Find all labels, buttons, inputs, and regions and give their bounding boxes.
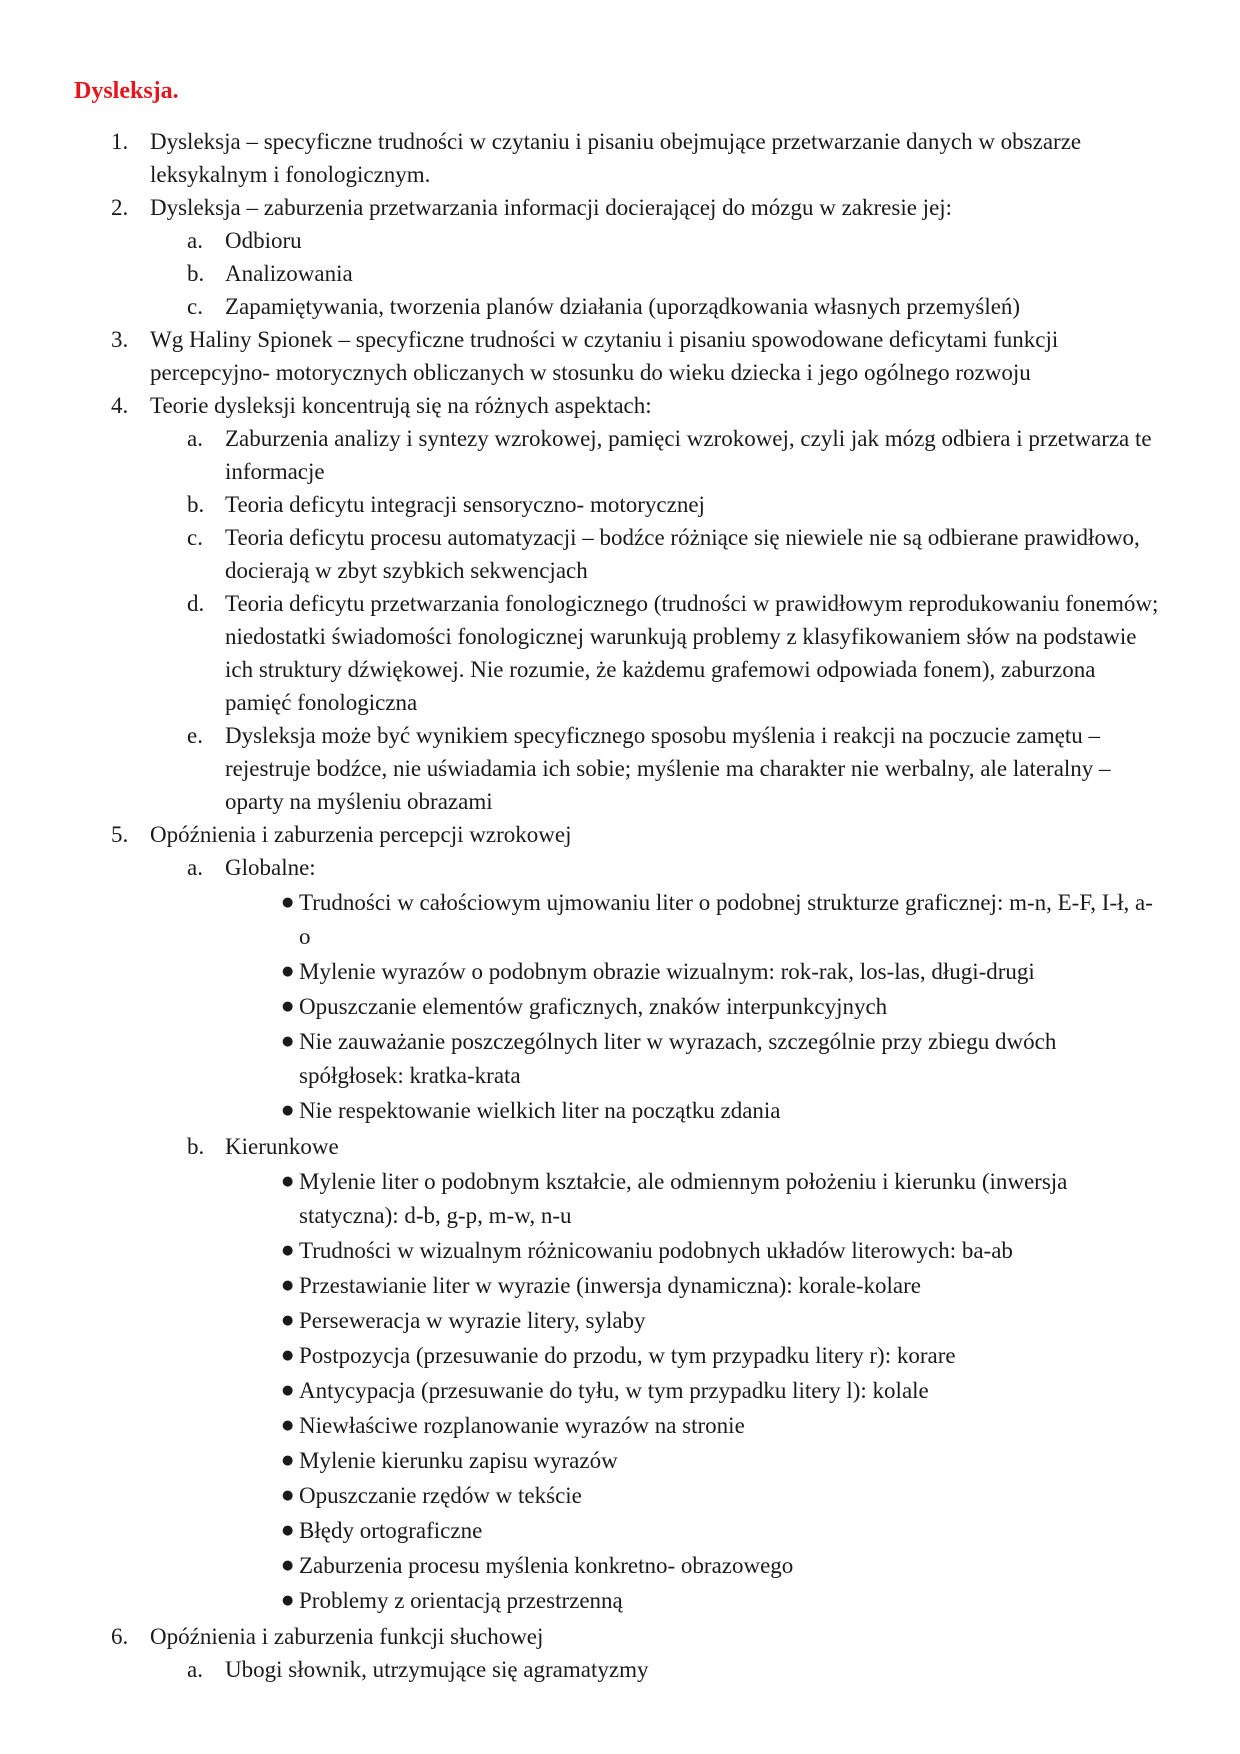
document-body: [0, 125, 1240, 1686]
list-marker: a.: [187, 1657, 203, 1682]
list-item-text: Teoria deficytu procesu automatyzacji – bodźce różniące się niewiele nie są odbierane prawidłowo, docierają w zbyt szybkich sekwencjach: [225, 525, 1140, 583]
bullet-text: Nie zauważanie poszczególnych liter w wyrazach, szczególnie przy zbiegu dwóch spółgłosek: kratka-krata: [299, 1029, 1057, 1088]
list-marker: 6.: [111, 1624, 129, 1649]
bullet-icon: ●: [282, 1174, 294, 1189]
list-item-4e: [0, 719, 1162, 818]
bullet-text: Postpozycja (przesuwanie do przodu, w tym przypadku litery r): korare: [299, 1343, 956, 1368]
bullet-text: Mylenie wyrazów o podobnym obrazie wizualnym: rok-rak, los-las, długi-drugi: [299, 959, 1035, 984]
list-marker: 3.: [111, 327, 129, 352]
bullet-item: [0, 1374, 1153, 1408]
list-item-2: [0, 191, 1162, 224]
list-marker: c.: [187, 525, 203, 550]
list-item-5b: [0, 1130, 1162, 1163]
list-item-text: Kierunkowe: [225, 1134, 339, 1159]
bullet-text: Błędy ortograficzne: [299, 1518, 483, 1543]
list-item-6: [0, 1620, 1162, 1653]
list-item-text: Opóźnienia i zaburzenia percepcji wzrokowej: [150, 822, 572, 847]
bullet-icon: ●: [282, 1418, 294, 1433]
bullet-item: [0, 1269, 1153, 1303]
list-item-4b: [0, 488, 1162, 521]
list-item-4: [0, 389, 1162, 422]
list-item-5a: [0, 851, 1162, 884]
list-marker: b.: [187, 1134, 205, 1159]
list-marker: e.: [187, 723, 203, 748]
bullet-icon: ●: [282, 1558, 294, 1573]
document-title: Dysleksja.: [74, 78, 179, 104]
bullet-item: [0, 1165, 1153, 1233]
bullet-icon: ●: [282, 1348, 294, 1363]
list-marker: a.: [187, 228, 203, 253]
list-item-text: Zaburzenia analizy i syntezy wzrokowej, pamięci wzrokowej, czyli jak mózg odbiera i przetwarza te informacje: [225, 426, 1152, 484]
bullet-item: [0, 990, 1153, 1024]
list-item-text: Teorie dysleksji koncentrują się na różnych aspektach:: [150, 393, 652, 418]
bullet-item: [0, 1584, 1153, 1618]
list-item-text: Teoria deficytu integracji sensoryczno- motorycznej: [225, 492, 705, 517]
bullet-icon: ●: [282, 895, 294, 910]
list-item-4c: [0, 521, 1162, 587]
list-item-4a: [0, 422, 1162, 488]
list-item-1: [0, 125, 1162, 191]
list-marker: a.: [187, 855, 203, 880]
list-marker: 2.: [111, 195, 129, 220]
bullet-icon: ●: [282, 1034, 294, 1049]
list-item-text: Zapamiętywania, tworzenia planów działania (uporządkowania własnych przemyśleń): [225, 294, 1021, 319]
list-item-2c: [0, 290, 1162, 323]
bullet-text: Opuszczanie rzędów w tekście: [299, 1483, 582, 1508]
list-item-2b: [0, 257, 1162, 290]
bullet-text: Przestawianie liter w wyrazie (inwersja dynamiczna): korale-kolare: [299, 1273, 921, 1298]
bullet-item: [0, 886, 1153, 954]
bullet-icon: ●: [282, 1243, 294, 1258]
list-item-text: Ubogi słownik, utrzymujące się agramatyzmy: [225, 1657, 649, 1682]
bullet-list-5a: [0, 886, 1240, 1128]
bullet-icon: ●: [282, 999, 294, 1014]
list-item-text: Dysleksja – specyficzne trudności w czytaniu i pisaniu obejmujące przetwarzanie danych w obszarze leksykalnym i fonologicznym.: [150, 129, 1082, 187]
list-item-text: Analizowania: [225, 261, 353, 286]
bullet-text: Perseweracja w wyrazie litery, sylaby: [299, 1308, 646, 1333]
list-item-text: Teoria deficytu przetwarzania fonologicznego (trudności w prawidłowym reprodukowaniu fonemów; niedostatki świadomości fonologicznej warunkują problemy z klasyfikowaniem słów na podstawie ich struktury dźwiękowej. Nie rozumie, że każdemu grafemowi odpowiada fonem), zaburzona pamięć fonologiczna: [225, 591, 1159, 715]
list-item-text: Opóźnienia i zaburzenia funkcji słuchowej: [150, 1624, 544, 1649]
bullet-item: [0, 1094, 1153, 1128]
bullet-item: [0, 1304, 1153, 1338]
list-marker: b.: [187, 261, 205, 286]
bullet-list-5b: [0, 1165, 1240, 1618]
list-item-text: Dysleksja może być wynikiem specyficznego sposobu myślenia i reakcji na poczucie zamętu – rejestruje bodźce, nie uświadamia ich sobie; myślenie ma charakter nie werbalny, ale lateralny – oparty na myśleniu obrazami: [225, 723, 1111, 814]
list-marker: 5.: [111, 822, 129, 847]
bullet-item: [0, 1479, 1153, 1513]
bullet-item: [0, 955, 1153, 989]
list-item-6a: [0, 1653, 1162, 1686]
list-marker: 4.: [111, 393, 129, 418]
bullet-item: [0, 1409, 1153, 1443]
list-item-text: Globalne:: [225, 855, 316, 880]
list-item-2a: [0, 224, 1162, 257]
bullet-icon: ●: [282, 1313, 294, 1328]
bullet-item: [0, 1549, 1153, 1583]
list-item-text: Wg Haliny Spionek – specyficzne trudności w czytaniu i pisaniu spowodowane deficytami funkcji percepcyjno- motorycznych obliczanych w stosunku do wieku dziecka i jego ogólnego rozwoju: [150, 327, 1059, 385]
bullet-icon: ●: [282, 1383, 294, 1398]
bullet-text: Trudności w wizualnym różnicowaniu podobnych układów literowych: ba-ab: [299, 1238, 1013, 1263]
list-marker: d.: [187, 591, 205, 616]
bullet-text: Problemy z orientacją przestrzenną: [299, 1588, 623, 1613]
bullet-text: Niewłaściwe rozplanowanie wyrazów na stronie: [299, 1413, 745, 1438]
bullet-icon: ●: [282, 1103, 294, 1118]
list-marker: c.: [187, 294, 203, 319]
bullet-icon: ●: [282, 1593, 294, 1608]
list-marker: b.: [187, 492, 205, 517]
bullet-item: [0, 1339, 1153, 1373]
bullet-text: Mylenie liter o podobnym kształcie, ale odmiennym położeniu i kierunku (inwersja statyczna): d-b, g-p, m-w, n-u: [299, 1169, 1068, 1228]
bullet-icon: ●: [282, 1453, 294, 1468]
bullet-text: Opuszczanie elementów graficznych, znaków interpunkcyjnych: [299, 994, 888, 1019]
bullet-icon: ●: [282, 1488, 294, 1503]
bullet-icon: ●: [282, 1278, 294, 1293]
bullet-item: [0, 1444, 1153, 1478]
list-marker: 1.: [111, 129, 129, 154]
bullet-item: [0, 1025, 1153, 1093]
bullet-text: Mylenie kierunku zapisu wyrazów: [299, 1448, 618, 1473]
list-item-4d: [0, 587, 1162, 719]
list-item-5: [0, 818, 1162, 851]
bullet-text: Nie respektowanie wielkich liter na początku zdania: [299, 1098, 781, 1123]
bullet-text: Antycypacja (przesuwanie do tyłu, w tym przypadku litery l): kolale: [299, 1378, 929, 1403]
bullet-icon: ●: [282, 1523, 294, 1538]
list-item-text: Odbioru: [225, 228, 302, 253]
list-marker: a.: [187, 426, 203, 451]
bullet-text: Zaburzenia procesu myślenia konkretno- obrazowego: [299, 1553, 794, 1578]
bullet-text: Trudności w całościowym ujmowaniu liter o podobnej strukturze graficznej: m-n, E-F, I-ł, a-o: [299, 890, 1153, 949]
list-item-3: [0, 323, 1162, 389]
bullet-icon: ●: [282, 964, 294, 979]
list-item-text: Dysleksja – zaburzenia przetwarzania informacji docierającej do mózgu w zakresie jej:: [150, 195, 953, 220]
bullet-item: [0, 1514, 1153, 1548]
bullet-item: [0, 1234, 1153, 1268]
